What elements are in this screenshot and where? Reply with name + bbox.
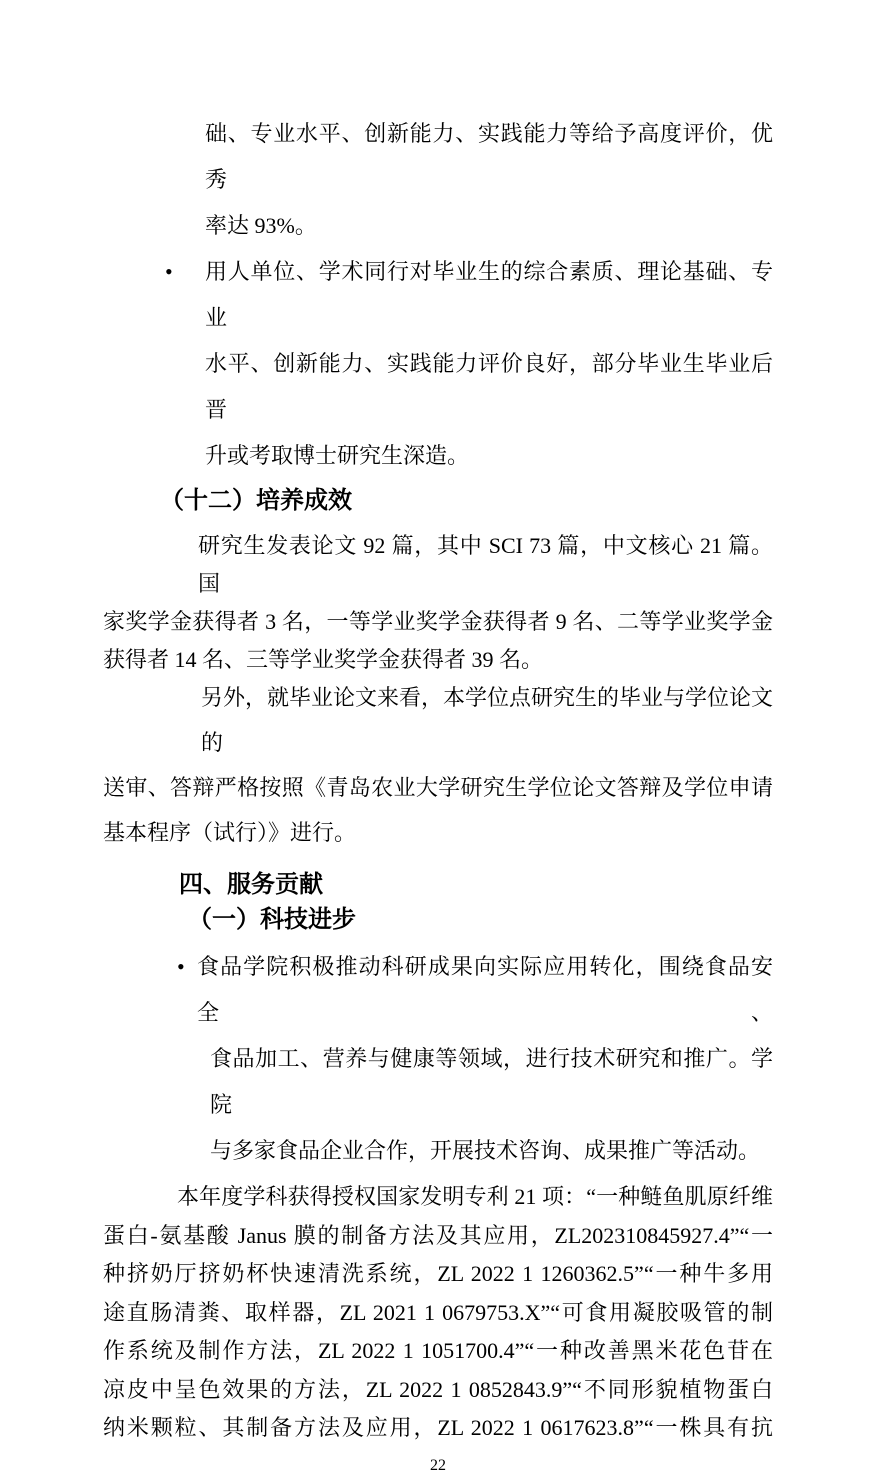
- text-line: 本年度学科获得授权国家发明专利 21 项：“一种鲢鱼肌原纤维: [177, 1184, 773, 1209]
- text-line: 率达 93%。: [205, 213, 317, 238]
- text-line: 家奖学金获得者 3 名，一等学业奖学金获得者 9 名、二等学业奖学金: [103, 609, 773, 634]
- bullet-icon: •: [165, 259, 173, 284]
- text-line: 食品加工、营养与健康等领域，进行技术研究和推广。学院: [210, 1046, 773, 1117]
- list-item: [103, 944, 773, 1174]
- text-line: 蛋白-氨基酸 Janus 膜的制备方法及其应用，ZL202310845927.4”“一: [103, 1222, 773, 1248]
- text-line: 获得者 14 名、三等学业奖学金获得者 39 名。: [103, 647, 544, 672]
- text-line: 途直肠清粪、取样器，ZL 2021 1 0679753.X”“可食用凝胶吸管的制: [103, 1299, 773, 1325]
- paragraph-patents: [103, 1178, 773, 1448]
- text-line: 基本程序（试行）》进行。: [103, 820, 357, 845]
- text-line: 水平、创新能力、实践能力评价良好，部分毕业生毕业后晋: [205, 351, 773, 422]
- paragraph-publications: [103, 527, 773, 679]
- heading-training-results: （十二）培养成效: [160, 487, 352, 514]
- list-item: [103, 111, 773, 249]
- text-line: 送审、答辩严格按照《青岛农业大学研究生学位论文答辩及学位申请: [103, 775, 773, 800]
- paragraph-thesis-defense: [103, 675, 773, 855]
- text-line: 种挤奶厅挤奶杯快速清洗系统，ZL 2022 1 1260362.5”“一种牛多用: [103, 1261, 773, 1286]
- text-line: 凉皮中呈色效果的方法，ZL 2022 1 0852843.9”“不同形貌植物蛋白: [103, 1376, 773, 1402]
- text-line: 用人单位、学术同行对毕业生的综合素质、理论基础、专业: [205, 259, 773, 330]
- text-line: 础、专业水平、创新能力、实践能力等给予高度评价，优秀: [205, 121, 773, 192]
- text-line: 另外，就毕业论文来看，本学位点研究生的毕业与学位论文的: [201, 685, 774, 755]
- heading-tech-progress: （一）科技进步: [188, 906, 356, 933]
- page-number: 22: [430, 1456, 446, 1474]
- bullet-list-tech: [103, 944, 773, 1174]
- text-line: 升或考取博士研究生深造。: [205, 443, 470, 468]
- list-item: [103, 249, 773, 479]
- bullet-icon: •: [177, 954, 185, 979]
- text-line: 食品学院积极推动科研成果向实际应用转化，围绕食品安全、: [197, 954, 773, 1025]
- bullet-list-evaluation: [103, 111, 773, 479]
- heading-service-contribution: 四、服务贡献: [179, 871, 323, 898]
- text-line: 研究生发表论文 92 篇，其中 SCI 73 篇，中文核心 21 篇。国: [198, 533, 773, 596]
- text-line: 与多家食品企业合作，开展技术咨询、成果推广等活动。: [210, 1138, 761, 1163]
- text-line: 纳米颗粒、其制备方法及应用，ZL 2022 1 0617623.8”“一株具有抗: [103, 1415, 773, 1440]
- text-line: 作系统及制作方法，ZL 2022 1 1051700.4”“一种改善黑米花色苷在: [103, 1338, 773, 1363]
